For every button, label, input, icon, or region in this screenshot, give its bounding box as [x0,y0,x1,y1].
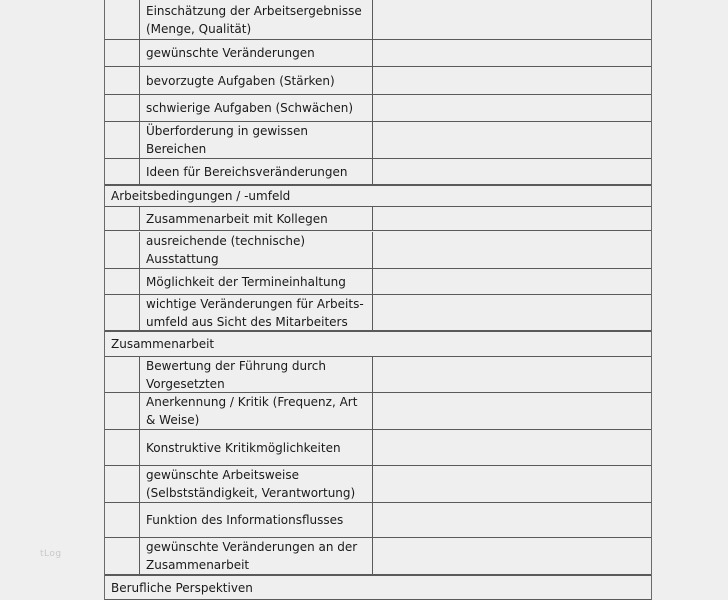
criteria-row [105,95,651,122]
criteria-label: ausreichende (technische) Ausstattung [139,232,373,268]
section-heading: Berufliche Perspektiven [105,575,651,600]
rating-cell[interactable] [105,207,140,230]
rating-cell[interactable] [105,503,140,537]
criteria-label: Bewertung der Führung durch Vorgesetzten [139,357,373,392]
rating-cell[interactable] [105,159,140,184]
criteria-label: Konstruktive Kritikmöglichkeiten [139,430,373,465]
criteria-label: bevorzugte Aufgaben (Stärken) [139,67,373,94]
criteria-row [105,269,651,295]
evaluation-form-table [104,0,652,600]
criteria-row [105,207,651,231]
criteria-row [105,357,651,393]
criteria-row [105,503,651,538]
section-heading: Zusammenarbeit [105,331,651,357]
section-heading: Arbeitsbedingungen / -umfeld [105,185,651,207]
criteria-label: Einschätzung der Arbeitsergebnisse (Menge, Qualität) [139,0,373,39]
criteria-label: wichtige Veränderungen für Arbeits- umfeld aus Sicht des Mitarbeiters [139,295,373,330]
criteria-label: Möglichkeit der Termineinhaltung [139,269,373,294]
criteria-label: Überforderung in gewissen Bereichen [139,122,373,158]
criteria-row [105,159,651,185]
rating-cell[interactable] [105,0,140,39]
criteria-row [105,0,651,40]
rating-cell[interactable] [105,269,140,294]
criteria-label: Funktion des Informationsflusses [139,503,373,537]
criteria-row [105,122,651,159]
rating-cell[interactable] [105,122,140,158]
watermark: tLog [40,549,62,559]
criteria-row [105,466,651,503]
rating-cell[interactable] [105,430,140,465]
criteria-row [105,393,651,430]
rating-cell[interactable] [105,295,140,330]
criteria-label: gewünschte Veränderungen an der Zusammenarbeit [139,538,373,574]
criteria-row [105,538,651,575]
rating-cell[interactable] [105,95,140,121]
criteria-label: Zusammenarbeit mit Kollegen [139,207,373,230]
rating-cell[interactable] [105,357,140,392]
criteria-row [105,67,651,95]
criteria-label: gewünschte Veränderungen [139,40,373,66]
criteria-label: schwierige Aufgaben (Schwächen) [139,95,373,121]
criteria-label: Ideen für Bereichsveränderungen [139,159,373,184]
rating-cell[interactable] [105,393,140,429]
criteria-row [105,430,651,466]
criteria-label: gewünschte Arbeitsweise (Selbstständigkeit, Verantwortung) [139,466,373,502]
criteria-row [105,295,651,331]
rating-cell[interactable] [105,40,140,66]
criteria-row [105,232,651,269]
rating-cell[interactable] [105,232,140,268]
rating-cell[interactable] [105,67,140,94]
rating-cell[interactable] [105,466,140,502]
criteria-label: Anerkennung / Kritik (Frequenz, Art & Weise) [139,393,373,429]
rating-cell[interactable] [105,538,140,574]
criteria-row [105,40,651,67]
